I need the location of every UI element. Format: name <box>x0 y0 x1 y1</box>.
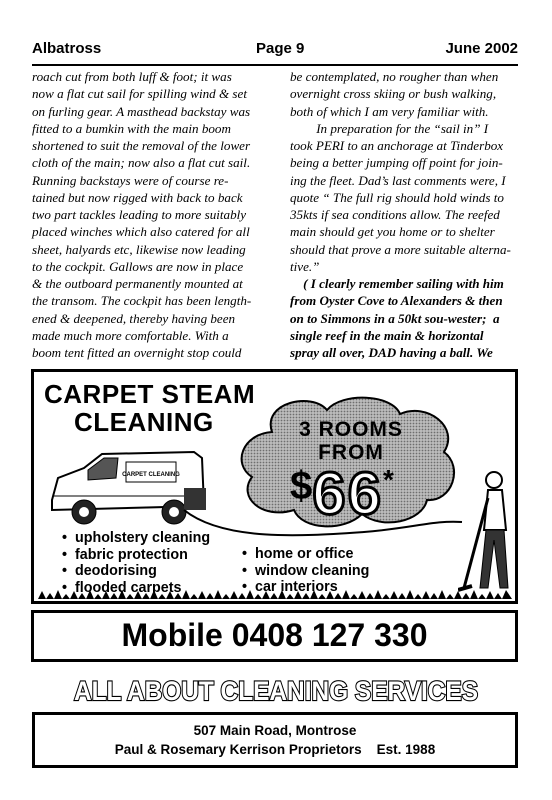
text-line: main should get you home or to shelter <box>290 224 495 240</box>
ad-title-line-2: CLEANING <box>74 407 214 437</box>
address-box <box>32 712 518 768</box>
van-lettering: CARPET CLEANING <box>122 472 180 478</box>
price-symbol: $ <box>290 464 313 508</box>
service-item: • flooded carpets <box>62 579 182 596</box>
page-number: Page 9 <box>256 40 305 57</box>
text-line: now a flat cut sail for spilling wind & set <box>32 86 247 102</box>
text-line: tained but now rigged with back to back <box>32 189 243 205</box>
grass-border <box>38 589 512 599</box>
text-line: ing the fleet. Dad’s last comments were, I <box>290 172 506 188</box>
company-name-banner <box>70 673 482 705</box>
address-line: 507 Main Road, Montrose <box>193 723 357 738</box>
text-line: roach cut from both luff & foot; it was <box>32 69 232 84</box>
services-list-left <box>62 530 210 596</box>
text-line: tive.” <box>290 258 320 274</box>
text-line: 35kts if sea conditions allow. The reefed <box>290 207 500 222</box>
cleaner-person-icon <box>458 468 516 598</box>
header-rule <box>32 64 518 66</box>
text-line: cloth of the main; now also a flat cut sail. <box>32 155 251 171</box>
text-line: shortened to suit the removal of the lower <box>32 138 251 153</box>
service-item: • car interiors <box>242 579 338 595</box>
text-line: fitted to a bumkin with the main boom <box>32 120 231 136</box>
proprietors-name: Paul & Rosemary Kerrison Proprietors <box>114 742 362 757</box>
mobile-number-box: Mobile 0408 127 330 <box>31 610 518 662</box>
text-line: sheet, halyards etc, likewise now leading <box>32 241 246 257</box>
bold-text-line: from Oyster Cove to Alexanders & then <box>290 293 503 309</box>
text-line: In preparation for the “sail in” I <box>290 120 489 136</box>
page-header <box>32 40 518 60</box>
proprietors-line <box>35 740 515 759</box>
text-line: the transom. The cockpit has been length- <box>32 293 252 309</box>
offer-line-2: FROM <box>318 441 384 464</box>
service-item: • fabric protection <box>62 546 188 563</box>
ad-title-line-1: CARPET STEAM <box>44 379 256 409</box>
text-line: being a better jumping off point for join- <box>290 155 503 171</box>
text-line: to the cockpit. Gallows are now in place <box>32 258 244 274</box>
service-item: • window cleaning <box>242 562 370 579</box>
text-line: & the outboard permanently mounted at <box>32 276 243 291</box>
advertisement-box <box>31 369 518 604</box>
offer-text <box>266 418 436 464</box>
article-column-right <box>290 68 522 361</box>
service-item: • deodorising <box>62 563 157 579</box>
text-line: be contemplated, no rougher than when <box>290 69 499 84</box>
text-line: overnight cross skiing or bush walking, <box>290 86 497 102</box>
text-line: boom tent fitted an overnight stop could <box>32 345 242 360</box>
bold-text-line: on to Simmons in a 50kt sou-wester; a <box>290 310 500 326</box>
article-column-left <box>32 68 268 361</box>
text-line: made much more comfortable. With a <box>32 327 229 343</box>
text-line: should that prove a more suitable alterna- <box>290 241 511 257</box>
issue-date: June 2002 <box>445 40 518 57</box>
price-asterisk: * <box>383 464 394 495</box>
service-item: • upholstery cleaning <box>62 530 211 546</box>
text-line: placed winches which also catered for all <box>32 224 250 240</box>
service-item: • home or office <box>242 546 354 562</box>
bold-text-line: spray all over, DAD having a ball. We <box>290 345 493 360</box>
newsletter-title: Albatross <box>32 40 102 57</box>
company-name: ALL ABOUT CLEANING SERVICES <box>74 676 478 705</box>
text-line: ened & deepened, thereby having been <box>32 310 236 326</box>
text-line: Running backstays were of course re- <box>32 172 229 188</box>
bold-text-line: single reef in the main & horizontal <box>290 327 484 343</box>
text-line: quote “ The full rig should hold winds to <box>290 189 504 205</box>
text-line: took PERI to an anchorage at Tinderbox <box>290 138 504 153</box>
text-line: two part tackles leading to more suitably <box>32 207 247 222</box>
ad-title <box>44 380 255 436</box>
bold-text-line: ( I clearly remember sailing with him <box>290 276 504 291</box>
established-year: Est. 1988 <box>376 742 436 757</box>
offer-line-1: 3 ROOMS <box>299 418 403 441</box>
price-amount: 66 <box>312 460 383 527</box>
text-line: both of which I am very familiar with. <box>290 103 489 119</box>
text-line: on furling gear. A masthead backstay was <box>32 103 251 119</box>
